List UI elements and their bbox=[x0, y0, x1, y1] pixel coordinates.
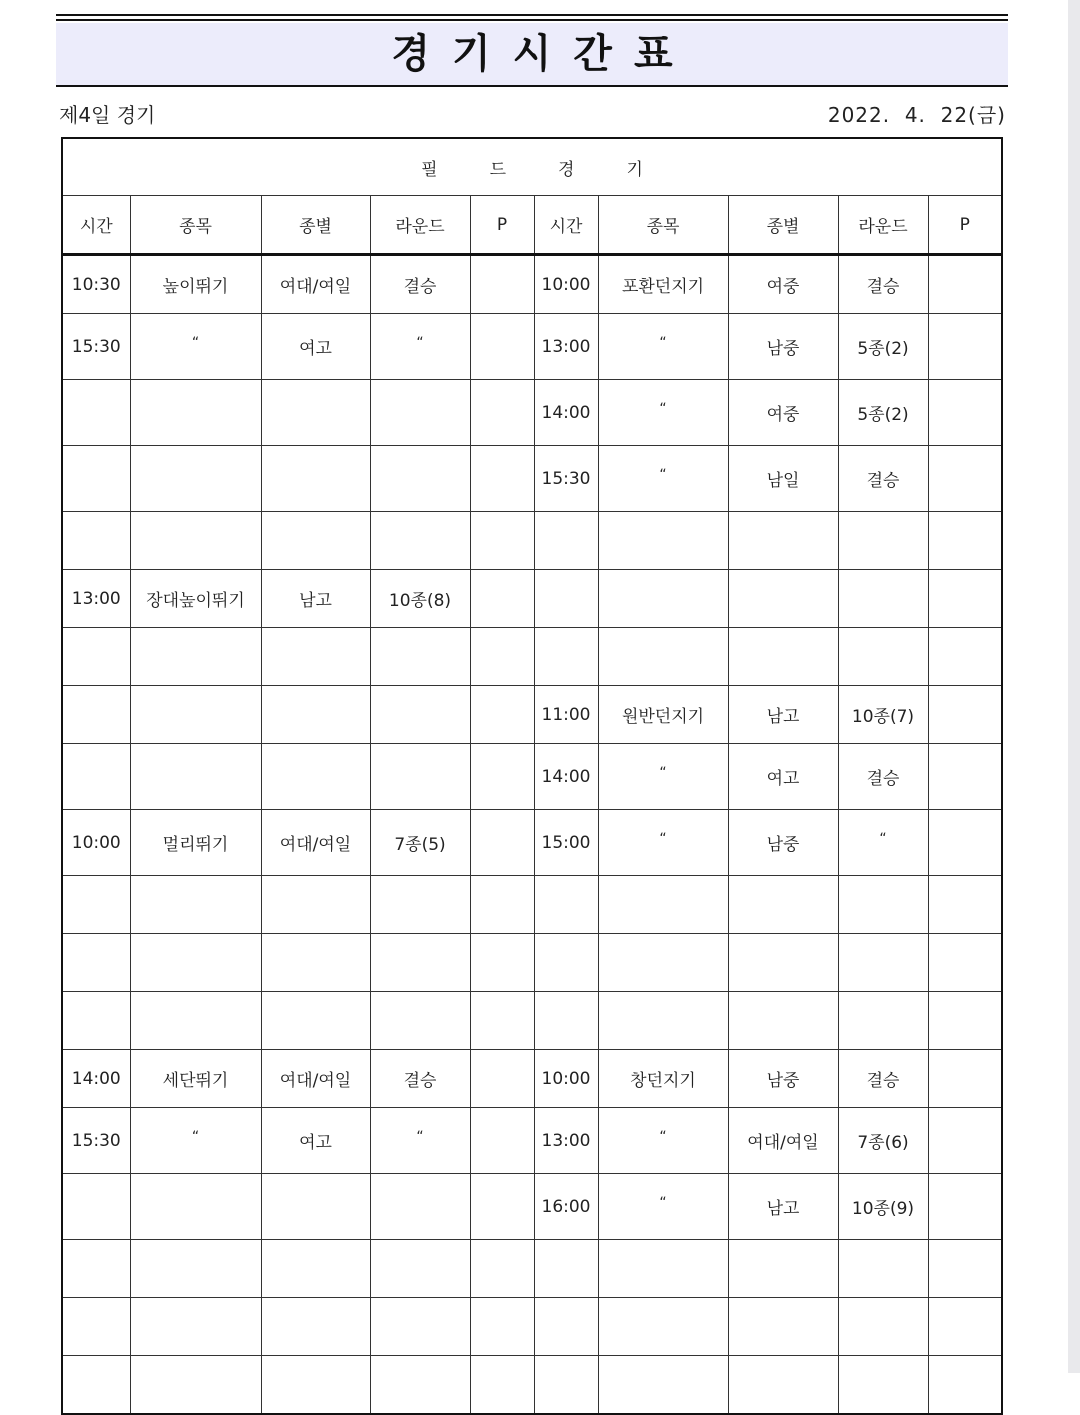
cell-p-right bbox=[928, 628, 1002, 686]
cell-round-left: 7종(5) bbox=[370, 810, 470, 876]
cell-event-right bbox=[598, 1356, 728, 1415]
table-row bbox=[62, 255, 1002, 314]
cell-time-right: 10:00 bbox=[534, 255, 598, 314]
cell-round-left bbox=[370, 1240, 470, 1298]
cell-event-left bbox=[130, 512, 261, 570]
col-header-time-right: 시간 bbox=[534, 196, 598, 255]
cell-division-right: 남고 bbox=[728, 1174, 838, 1240]
cell-p-right bbox=[928, 934, 1002, 992]
cell-round-left bbox=[370, 628, 470, 686]
cell-event-right: 원반던지기 bbox=[598, 686, 728, 744]
cell-time-left bbox=[62, 934, 130, 992]
cell-time-left: 14:00 bbox=[62, 1050, 130, 1108]
cell-event-left: 세단뛰기 bbox=[130, 1050, 261, 1108]
cell-p-right bbox=[928, 255, 1002, 314]
col-header-time-left: 시간 bbox=[62, 196, 130, 255]
col-header-round-right: 라운드 bbox=[838, 196, 928, 255]
table-row bbox=[62, 446, 1002, 512]
cell-time-left bbox=[62, 1174, 130, 1240]
cell-time-left bbox=[62, 744, 130, 810]
table-row bbox=[62, 1240, 1002, 1298]
cell-event-right: “ bbox=[598, 1174, 728, 1240]
cell-time-left bbox=[62, 1356, 130, 1415]
cell-p-left bbox=[470, 255, 534, 314]
cell-p-left bbox=[470, 570, 534, 628]
cell-division-left bbox=[261, 1356, 370, 1415]
col-header-event-right: 종목 bbox=[598, 196, 728, 255]
cell-round-right: 결승 bbox=[838, 446, 928, 512]
table-row bbox=[62, 1050, 1002, 1108]
cell-p-left bbox=[470, 628, 534, 686]
cell-division-right bbox=[728, 628, 838, 686]
table-row bbox=[62, 686, 1002, 744]
cell-division-right: 남중 bbox=[728, 1050, 838, 1108]
table-row bbox=[62, 810, 1002, 876]
cell-round-right bbox=[838, 628, 928, 686]
col-header-division-right: 종별 bbox=[728, 196, 838, 255]
cell-event-right: “ bbox=[598, 380, 728, 446]
cell-event-left bbox=[130, 876, 261, 934]
table-row bbox=[62, 512, 1002, 570]
cell-event-right: 창던지기 bbox=[598, 1050, 728, 1108]
cell-division-left bbox=[261, 992, 370, 1050]
cell-division-left: 남고 bbox=[261, 570, 370, 628]
cell-event-right: “ bbox=[598, 446, 728, 512]
cell-round-right: 결승 bbox=[838, 1050, 928, 1108]
cell-round-left: “ bbox=[370, 314, 470, 380]
cell-round-left: “ bbox=[370, 1108, 470, 1174]
cell-division-right bbox=[728, 570, 838, 628]
cell-time-left bbox=[62, 1240, 130, 1298]
cell-round-left: 결승 bbox=[370, 1050, 470, 1108]
cell-p-left bbox=[470, 512, 534, 570]
col-header-p-left: P bbox=[470, 196, 534, 255]
cell-time-left bbox=[62, 446, 130, 512]
title-rule-top-inner bbox=[56, 19, 1008, 21]
cell-round-right: 7종(6) bbox=[838, 1108, 928, 1174]
cell-p-right bbox=[928, 446, 1002, 512]
cell-time-left: 13:00 bbox=[62, 570, 130, 628]
cell-p-right bbox=[928, 1050, 1002, 1108]
cell-round-left: 10종(8) bbox=[370, 570, 470, 628]
cell-round-right: “ bbox=[838, 810, 928, 876]
cell-division-right bbox=[728, 512, 838, 570]
schedule-body bbox=[62, 255, 1002, 1415]
cell-p-left bbox=[470, 810, 534, 876]
table-row bbox=[62, 934, 1002, 992]
day-label: 제4일 경기 bbox=[59, 103, 156, 127]
table-row bbox=[62, 628, 1002, 686]
cell-time-right: 13:00 bbox=[534, 1108, 598, 1174]
cell-p-right bbox=[928, 992, 1002, 1050]
cell-event-right bbox=[598, 934, 728, 992]
col-header-p-right: P bbox=[928, 196, 1002, 255]
cell-event-left: 높이뛰기 bbox=[130, 255, 261, 314]
cell-division-left bbox=[261, 876, 370, 934]
cell-round-left bbox=[370, 876, 470, 934]
table-row bbox=[62, 744, 1002, 810]
cell-round-left bbox=[370, 934, 470, 992]
cell-division-left bbox=[261, 446, 370, 512]
cell-round-right bbox=[838, 570, 928, 628]
table-row bbox=[62, 876, 1002, 934]
cell-event-left bbox=[130, 380, 261, 446]
cell-time-left bbox=[62, 512, 130, 570]
cell-time-right: 15:00 bbox=[534, 810, 598, 876]
cell-time-right: 11:00 bbox=[534, 686, 598, 744]
cell-time-left bbox=[62, 876, 130, 934]
cell-round-left bbox=[370, 1356, 470, 1415]
cell-division-left: 여대/여일 bbox=[261, 255, 370, 314]
cell-time-right bbox=[534, 1240, 598, 1298]
cell-time-right bbox=[534, 1298, 598, 1356]
cell-round-right bbox=[838, 934, 928, 992]
cell-division-left bbox=[261, 934, 370, 992]
cell-event-left: “ bbox=[130, 1108, 261, 1174]
cell-event-right bbox=[598, 512, 728, 570]
cell-p-right bbox=[928, 512, 1002, 570]
cell-p-left bbox=[470, 876, 534, 934]
title-block bbox=[56, 14, 1008, 88]
cell-division-left: 여대/여일 bbox=[261, 1050, 370, 1108]
cell-round-right: 10종(9) bbox=[838, 1174, 928, 1240]
schedule-table bbox=[61, 137, 1003, 1415]
cell-round-right bbox=[838, 1298, 928, 1356]
cell-round-left bbox=[370, 446, 470, 512]
cell-round-right bbox=[838, 1240, 928, 1298]
cell-event-left: “ bbox=[130, 314, 261, 380]
table-row bbox=[62, 1356, 1002, 1415]
cell-round-right: 10종(7) bbox=[838, 686, 928, 744]
cell-round-left bbox=[370, 512, 470, 570]
cell-p-left bbox=[470, 934, 534, 992]
cell-p-left bbox=[470, 1240, 534, 1298]
cell-p-left bbox=[470, 1356, 534, 1415]
cell-time-left bbox=[62, 992, 130, 1050]
cell-p-right bbox=[928, 380, 1002, 446]
cell-time-left: 15:30 bbox=[62, 1108, 130, 1174]
cell-event-right: 포환던지기 bbox=[598, 255, 728, 314]
table-row bbox=[62, 1298, 1002, 1356]
cell-time-right bbox=[534, 934, 598, 992]
cell-round-right: 5종(2) bbox=[838, 314, 928, 380]
cell-time-left: 10:00 bbox=[62, 810, 130, 876]
cell-division-right: 남중 bbox=[728, 810, 838, 876]
cell-event-left bbox=[130, 934, 261, 992]
cell-time-left bbox=[62, 628, 130, 686]
cell-time-right bbox=[534, 570, 598, 628]
cell-p-left bbox=[470, 446, 534, 512]
cell-division-right: 여중 bbox=[728, 380, 838, 446]
cell-p-right bbox=[928, 810, 1002, 876]
cell-event-left bbox=[130, 1174, 261, 1240]
cell-p-left bbox=[470, 1298, 534, 1356]
cell-round-right bbox=[838, 992, 928, 1050]
date-label: 2022. 4. 22(금) bbox=[827, 103, 1006, 127]
cell-division-left bbox=[261, 1174, 370, 1240]
cell-p-right bbox=[928, 570, 1002, 628]
cell-round-right: 결승 bbox=[838, 744, 928, 810]
cell-event-left bbox=[130, 1356, 261, 1415]
cell-division-left: 여고 bbox=[261, 1108, 370, 1174]
title-rule-bottom bbox=[56, 85, 1008, 87]
cell-p-right bbox=[928, 1174, 1002, 1240]
scrollbar-track[interactable] bbox=[1068, 0, 1080, 1373]
cell-division-left bbox=[261, 744, 370, 810]
cell-time-right bbox=[534, 992, 598, 1050]
cell-event-right: “ bbox=[598, 314, 728, 380]
cell-time-right: 10:00 bbox=[534, 1050, 598, 1108]
cell-division-right bbox=[728, 1240, 838, 1298]
document-title: 경기시간표 bbox=[391, 31, 695, 77]
cell-round-left bbox=[370, 1174, 470, 1240]
cell-round-left bbox=[370, 1298, 470, 1356]
cell-round-right bbox=[838, 876, 928, 934]
cell-event-left bbox=[130, 1240, 261, 1298]
section-title: 필드경기 bbox=[62, 138, 1002, 196]
cell-event-right bbox=[598, 1298, 728, 1356]
column-header-row bbox=[62, 196, 1002, 255]
cell-time-right bbox=[534, 628, 598, 686]
cell-event-right bbox=[598, 628, 728, 686]
cell-event-right bbox=[598, 1240, 728, 1298]
cell-round-left: 결승 bbox=[370, 255, 470, 314]
cell-event-right bbox=[598, 992, 728, 1050]
cell-p-right bbox=[928, 1108, 1002, 1174]
cell-p-left bbox=[470, 992, 534, 1050]
cell-division-left bbox=[261, 628, 370, 686]
cell-time-right: 13:00 bbox=[534, 314, 598, 380]
cell-time-left bbox=[62, 1298, 130, 1356]
cell-time-left bbox=[62, 686, 130, 744]
cell-division-right: 여중 bbox=[728, 255, 838, 314]
cell-round-right: 결승 bbox=[838, 255, 928, 314]
cell-round-right: 5종(2) bbox=[838, 380, 928, 446]
cell-event-left bbox=[130, 628, 261, 686]
cell-time-left: 10:30 bbox=[62, 255, 130, 314]
cell-division-right bbox=[728, 1356, 838, 1415]
cell-division-right: 남중 bbox=[728, 314, 838, 380]
cell-division-left: 여고 bbox=[261, 314, 370, 380]
cell-event-right: “ bbox=[598, 744, 728, 810]
title-rule-top bbox=[56, 14, 1008, 16]
cell-event-left bbox=[130, 992, 261, 1050]
cell-division-left bbox=[261, 1298, 370, 1356]
cell-division-right: 남고 bbox=[728, 686, 838, 744]
cell-event-right: “ bbox=[598, 810, 728, 876]
cell-time-left: 15:30 bbox=[62, 314, 130, 380]
cell-p-left bbox=[470, 1174, 534, 1240]
cell-division-right: 남일 bbox=[728, 446, 838, 512]
cell-division-left: 여대/여일 bbox=[261, 810, 370, 876]
cell-p-left bbox=[470, 380, 534, 446]
cell-division-left bbox=[261, 512, 370, 570]
cell-p-left bbox=[470, 686, 534, 744]
cell-division-right bbox=[728, 992, 838, 1050]
cell-round-left bbox=[370, 992, 470, 1050]
cell-division-right bbox=[728, 934, 838, 992]
table-row bbox=[62, 992, 1002, 1050]
cell-p-right bbox=[928, 1298, 1002, 1356]
cell-p-right bbox=[928, 686, 1002, 744]
cell-event-left bbox=[130, 446, 261, 512]
cell-event-left bbox=[130, 744, 261, 810]
cell-time-right bbox=[534, 1356, 598, 1415]
cell-event-left: 장대높이뛰기 bbox=[130, 570, 261, 628]
cell-round-right bbox=[838, 512, 928, 570]
cell-time-right: 14:00 bbox=[534, 380, 598, 446]
table-row bbox=[62, 314, 1002, 380]
cell-p-left bbox=[470, 1108, 534, 1174]
cell-time-right: 14:00 bbox=[534, 744, 598, 810]
cell-round-left bbox=[370, 686, 470, 744]
cell-p-right bbox=[928, 744, 1002, 810]
cell-event-right bbox=[598, 570, 728, 628]
cell-p-right bbox=[928, 876, 1002, 934]
cell-division-left bbox=[261, 686, 370, 744]
cell-round-left bbox=[370, 380, 470, 446]
cell-p-left bbox=[470, 314, 534, 380]
cell-event-right: “ bbox=[598, 1108, 728, 1174]
table-row bbox=[62, 380, 1002, 446]
cell-time-right: 15:30 bbox=[534, 446, 598, 512]
cell-p-left bbox=[470, 744, 534, 810]
cell-division-right: 여대/여일 bbox=[728, 1108, 838, 1174]
col-header-division-left: 종별 bbox=[261, 196, 370, 255]
cell-p-left bbox=[470, 1050, 534, 1108]
cell-event-left bbox=[130, 1298, 261, 1356]
cell-time-right bbox=[534, 876, 598, 934]
cell-time-right: 16:00 bbox=[534, 1174, 598, 1240]
cell-time-right bbox=[534, 512, 598, 570]
cell-event-right bbox=[598, 876, 728, 934]
col-header-event-left: 종목 bbox=[130, 196, 261, 255]
col-header-round-left: 라운드 bbox=[370, 196, 470, 255]
cell-event-left bbox=[130, 686, 261, 744]
cell-p-right bbox=[928, 1240, 1002, 1298]
cell-round-right bbox=[838, 1356, 928, 1415]
cell-round-left bbox=[370, 744, 470, 810]
cell-p-right bbox=[928, 1356, 1002, 1415]
cell-division-right bbox=[728, 1298, 838, 1356]
cell-p-right bbox=[928, 314, 1002, 380]
cell-division-left bbox=[261, 1240, 370, 1298]
cell-event-left: 멀리뛰기 bbox=[130, 810, 261, 876]
cell-division-right: 여고 bbox=[728, 744, 838, 810]
table-row bbox=[62, 1174, 1002, 1240]
cell-time-left bbox=[62, 380, 130, 446]
table-row bbox=[62, 570, 1002, 628]
cell-division-right bbox=[728, 876, 838, 934]
table-row bbox=[62, 1108, 1002, 1174]
cell-division-left bbox=[261, 380, 370, 446]
